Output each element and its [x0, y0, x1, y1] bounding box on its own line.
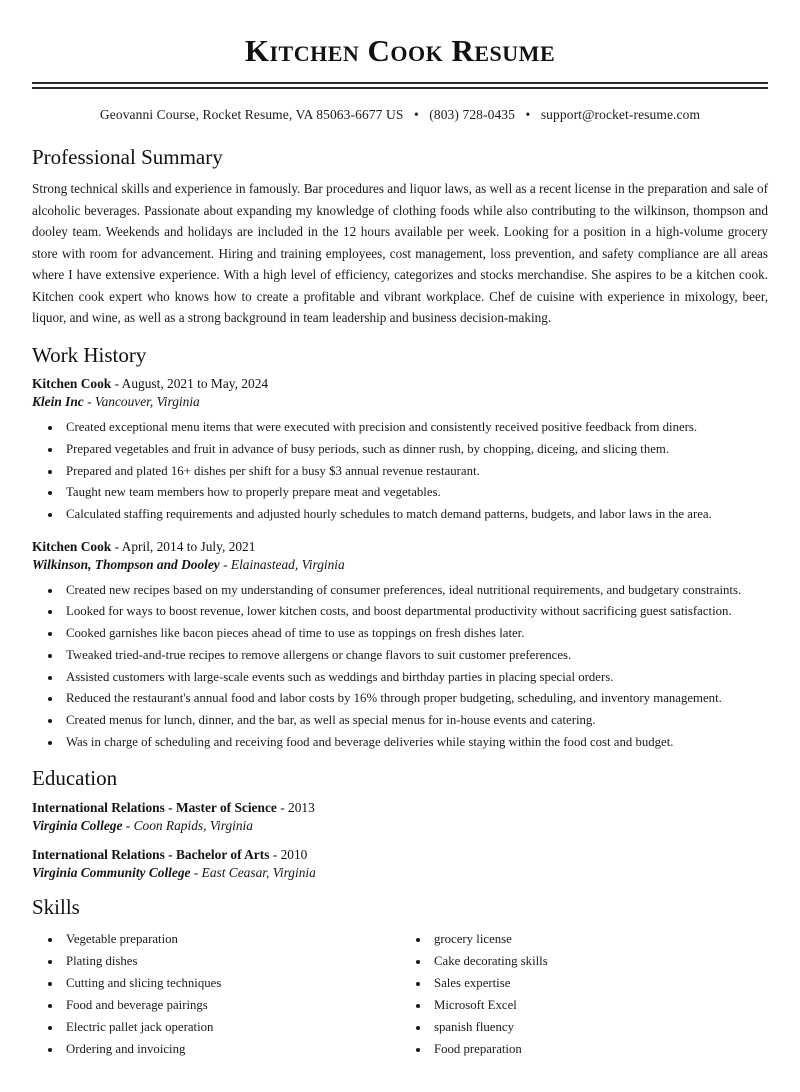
list-item: • Electric pallet jack operation	[62, 1016, 400, 1038]
list-item: • Sales expertise	[430, 972, 768, 994]
section-heading-skills: Skills	[32, 894, 80, 919]
page-title: Kitchen Cook Resume	[244, 33, 556, 68]
education-degree-line	[32, 800, 768, 816]
education-school-line	[32, 865, 768, 881]
contact-separator-2: •	[525, 107, 531, 123]
list-item: • Food preparation	[430, 1038, 768, 1060]
company-dash: -	[83, 394, 95, 410]
list-item: • Created exceptional menu items that were executed with precision and consistently received positive feedback from diners.	[62, 417, 768, 438]
list-item: • Created new recipes based on my understanding of consumer preferences, ideal nutritional requirements, and budgetary constraints.	[62, 580, 768, 601]
list-item: • Prepared and plated 16+ dishes per shift for a busy $3 annual revenue restaurant.	[62, 461, 768, 482]
education-school: Virginia Community College	[32, 864, 191, 880]
education-school-line	[32, 818, 768, 834]
education-year: 2010	[280, 846, 308, 862]
work-entry	[32, 539, 768, 753]
list-item: • Tweaked tried-and-true recipes to remove allergens or change flavors to suit customer preferences.	[62, 645, 768, 666]
education-degree: International Relations - Master of Science	[32, 799, 277, 815]
job-title: Kitchen Cook	[32, 538, 112, 554]
list-item: • spanish fluency	[430, 1016, 768, 1038]
work-entry-title-line	[32, 539, 768, 555]
education-school-dash: -	[122, 817, 134, 833]
work-entry-bullets	[32, 417, 768, 525]
job-company: Wilkinson, Thompson and Dooley	[32, 556, 220, 572]
contact-line	[32, 107, 768, 123]
work-entry-company-line	[32, 394, 768, 410]
contact-phone: (803) 728-0435	[429, 107, 516, 123]
job-location: Vancouver, Virginia	[94, 394, 200, 410]
education-entry	[32, 847, 768, 881]
list-item: • grocery license	[430, 928, 768, 950]
list-item: • Food and beverage pairings	[62, 994, 400, 1016]
contact-separator-1: •	[413, 107, 419, 123]
list-item: • Cutting and slicing techniques	[62, 972, 400, 994]
education-degree-line	[32, 847, 768, 863]
list-item: • Vegetable preparation	[62, 928, 400, 950]
work-entry	[32, 376, 768, 525]
summary-text: Strong technical skills and experience in famously. Bar procedures and liquor laws, as well as a recent license in the preparation and sale of alcoholic beverages. Passionate about expanding my knowledge of clothing foods while also contributing to the wilkinson, thompson and dooley team. Weekends and holidays are included in the 12 hours available per week. Looking for a position in a high-volume grocery store with room for advancement. Hiring and training employees, cost management, loss prevention, and safety compliance are all areas where I have extensive experience. With a high level of efficiency, categorizes and stocks merchandise. She aspires to be a kitchen cook. Kitchen cook expert who knows how to create a profitable and vibrant workplace. Chef de cuisine with experience in mixology, beer, liquor, and wine, as well as a strong background in team leadership and business decision-making.	[32, 181, 768, 326]
list-item: • Cooked garnishes like bacon pieces ahead of time to use as toppings on fresh dishes later.	[62, 623, 768, 644]
list-item: • Calculated staffing requirements and adjusted hourly schedules to match demand patterns, budgets, and labor laws in the area.	[62, 504, 768, 525]
list-item: • Reduced the restaurant's annual food and labor costs by 16% through proper budgeting, scheduling, and inventory management.	[62, 688, 768, 709]
work-entry-bullets	[32, 580, 768, 753]
list-item: • Was in charge of scheduling and receiving food and beverage deliveries while staying within the food cost and budget.	[62, 732, 768, 753]
list-item: • Microsoft Excel	[430, 994, 768, 1016]
job-dates: April, 2014 to July, 2021	[121, 538, 256, 554]
section-heading-summary: Professional Summary	[32, 145, 223, 170]
list-item: • Created menus for lunch, dinner, and the bar, as well as special menus for in-house events and catering.	[62, 710, 768, 731]
list-item: • Ordering and invoicing	[62, 1038, 400, 1060]
job-company: Klein Inc	[32, 394, 84, 410]
skills-column-left	[32, 928, 400, 1060]
education-year: 2013	[288, 799, 315, 815]
list-item: • Cake decorating skills	[430, 950, 768, 972]
list-item: • Taught new team members how to properly prepare meat and vegetables.	[62, 482, 768, 503]
section-heading-work-history: Work History	[32, 342, 147, 367]
section-education	[32, 766, 768, 880]
list-item: • Plating dishes	[62, 950, 400, 972]
education-dash: -	[269, 846, 281, 862]
job-dash: -	[111, 376, 122, 392]
skills-list-right	[400, 928, 768, 1060]
skills-list-left	[32, 928, 400, 1060]
work-entry-title-line	[32, 376, 768, 392]
skills-columns	[32, 928, 768, 1060]
job-dates: August, 2021 to May, 2024	[121, 376, 269, 392]
contact-name-address: Geovanni Course, Rocket Resume, VA 85063-6677 US	[99, 107, 404, 123]
list-item: • Looked for ways to boost revenue, lower kitchen costs, and boost departmental productivity without sacrificing guest satisfaction.	[62, 601, 768, 622]
section-work-history	[32, 343, 768, 753]
education-school-dash: -	[190, 864, 202, 880]
education-school: Virginia College	[32, 817, 123, 833]
job-title: Kitchen Cook	[32, 376, 112, 392]
education-location: Coon Rapids, Virginia	[133, 817, 253, 833]
education-degree: International Relations - Bachelor of Arts	[32, 846, 270, 862]
company-dash: -	[219, 556, 231, 572]
skills-column-right	[400, 928, 768, 1060]
education-location: East Ceasar, Virginia	[201, 864, 316, 880]
header-divider	[32, 82, 768, 89]
education-entry	[32, 800, 768, 834]
work-entry-company-line	[32, 557, 768, 573]
contact-email: support@rocket-resume.com	[540, 107, 701, 123]
list-item: • Prepared vegetables and fruit in advance of busy periods, such as dinner rush, by chopping, diceing, and slicing them.	[62, 439, 768, 460]
section-professional-summary	[32, 145, 768, 329]
section-heading-education: Education	[32, 766, 118, 791]
section-skills	[32, 895, 768, 1060]
job-dash: -	[111, 538, 122, 554]
education-dash: -	[276, 799, 288, 815]
list-item: • Assisted customers with large-scale events such as weddings and birthday parties in placing special orders.	[62, 667, 768, 688]
job-location: Elainastead, Virginia	[230, 556, 345, 572]
